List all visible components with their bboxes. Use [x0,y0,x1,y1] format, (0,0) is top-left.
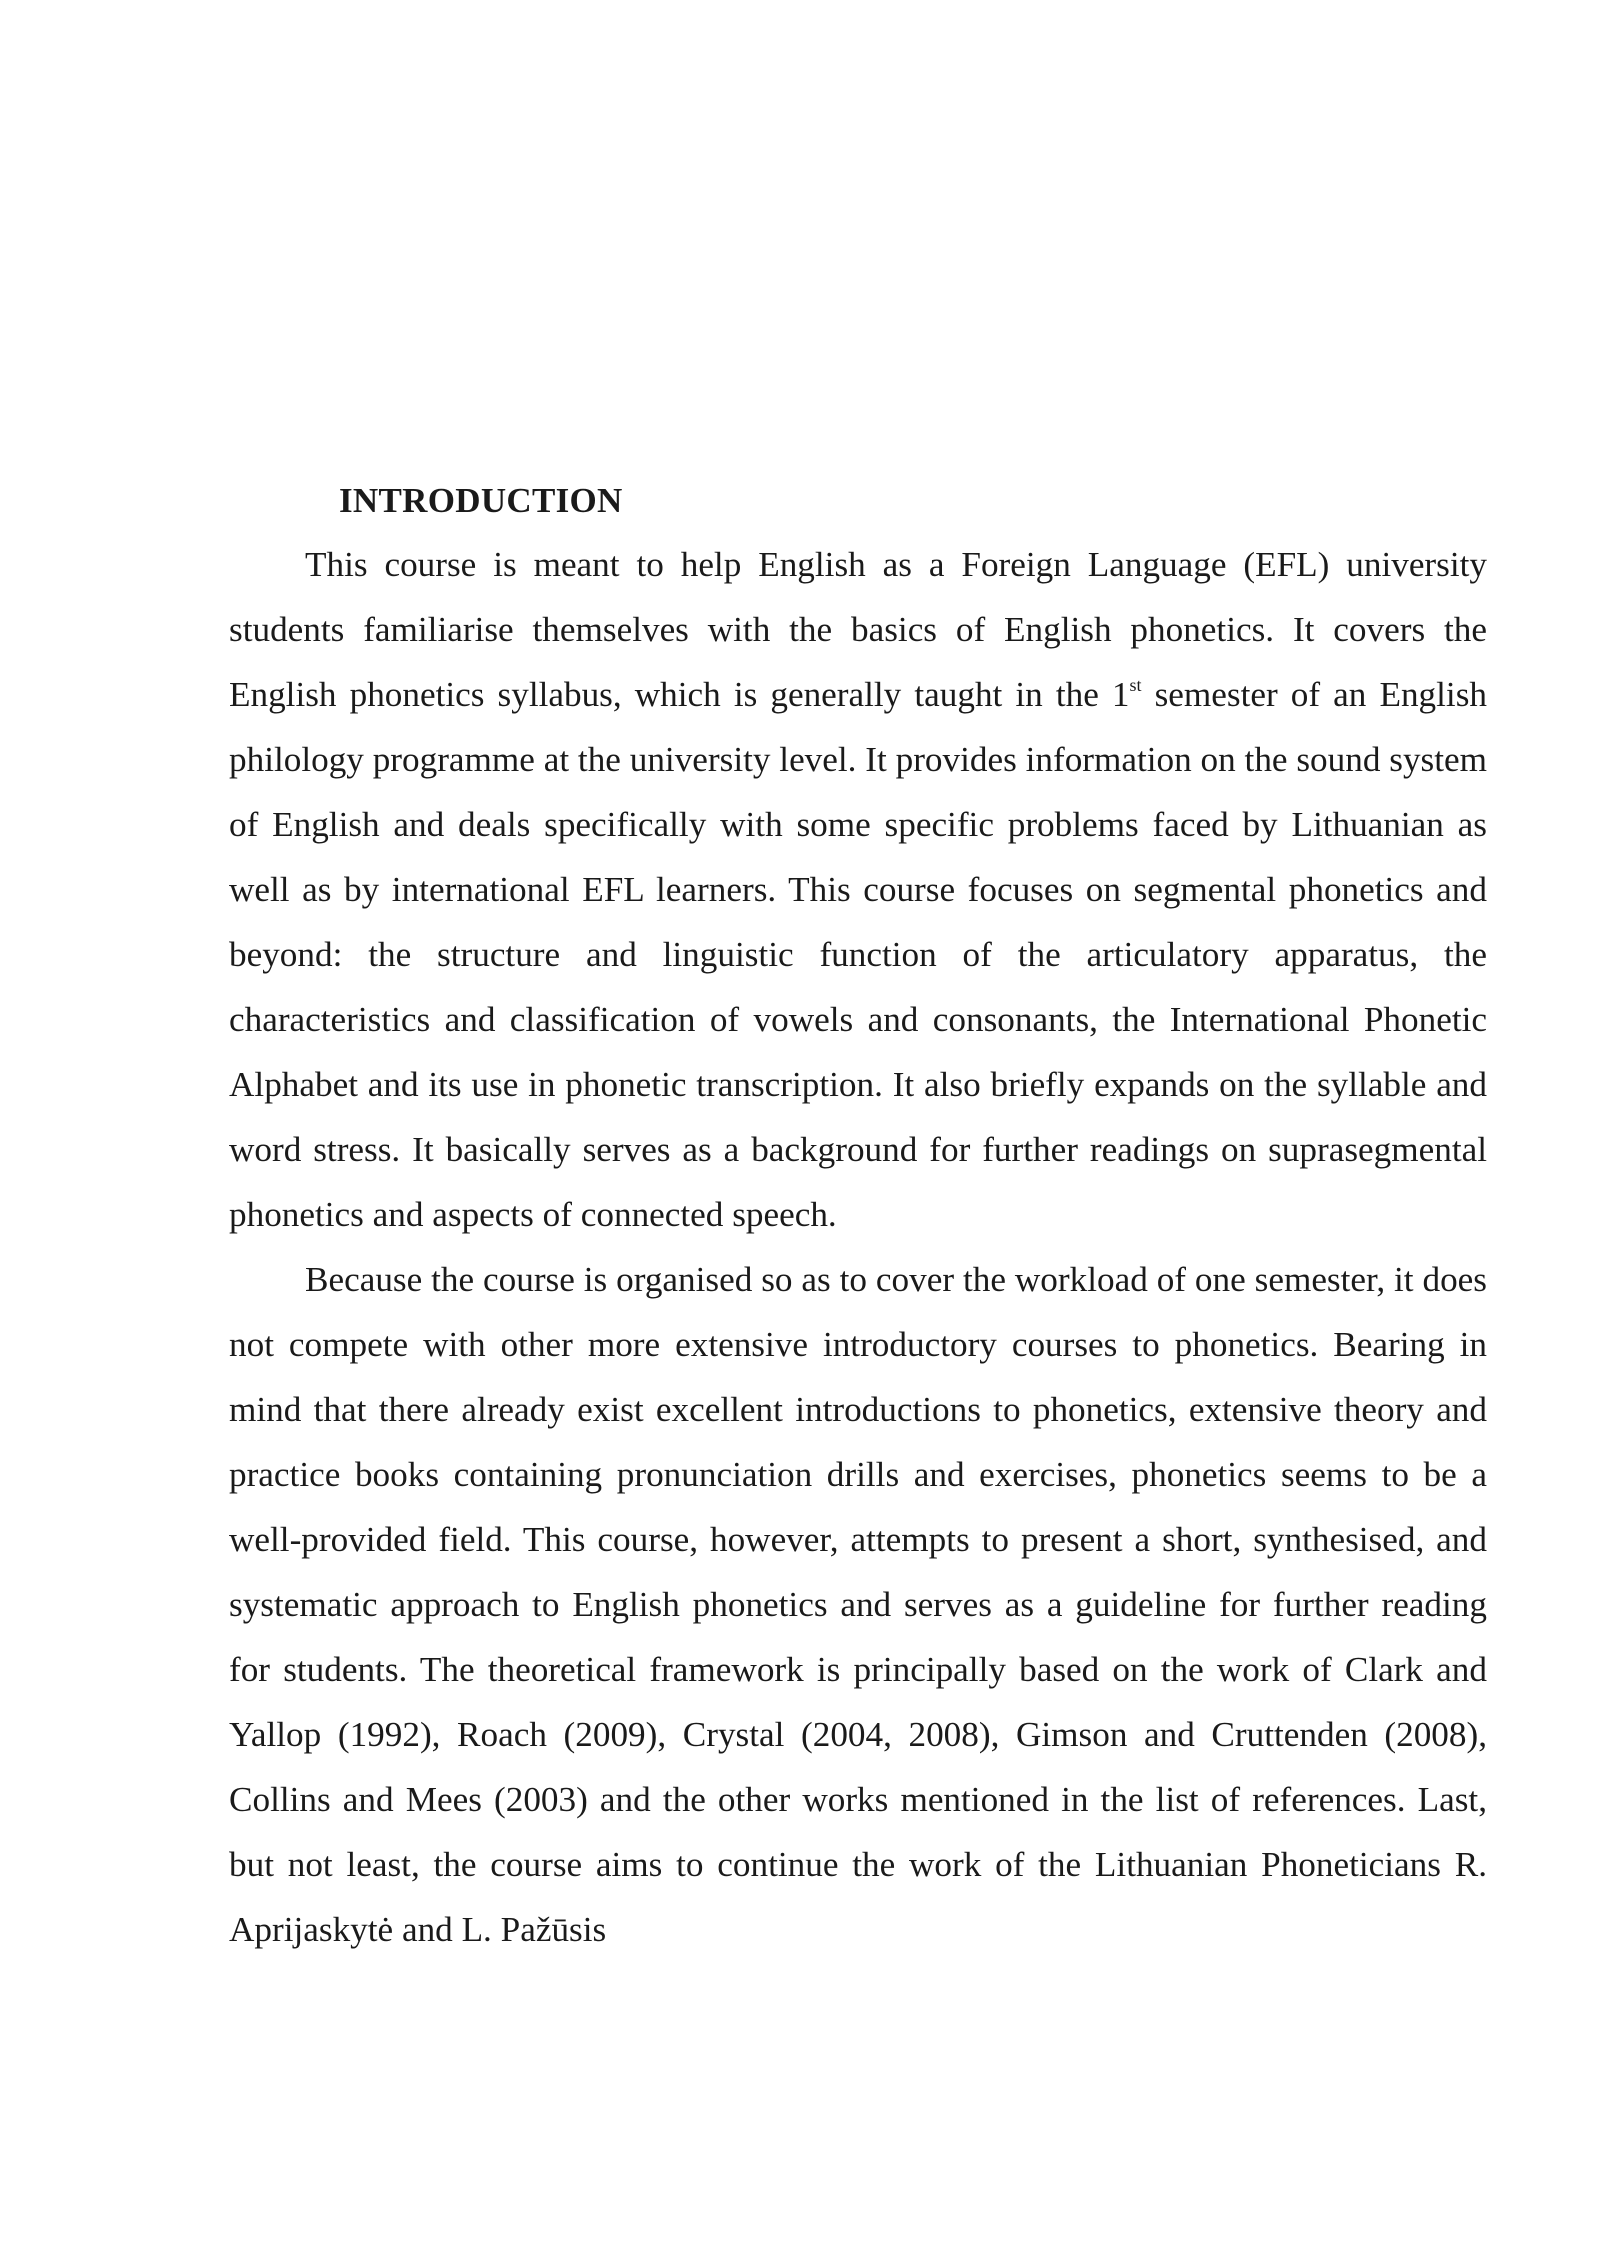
text-body [229,470,1487,1962]
paragraph-1-text-b: semester of an English philology programme at the university level. It provides information on the sound system of English and deals specifically with some specific problems faced by Lithuanian as well as by international EFL learners. This course focuses on segmental phonetics and beyond: the structure and linguistic function of the articulatory apparatus, the characteristics and classification of vowels and consonants, the International Phonetic Alphabet and its use in phonetic transcription. It also briefly expands on the syllable and word stress. It basically serves as a background for further readings on suprasegmental phonetics and aspects of connected speech. [229,675,1487,1234]
section-heading: INTRODUCTION [339,481,623,520]
paragraph-1-text-a: This course is meant to help English as a Foreign Language (EFL) university students familiarise themselves with the basics of English phonetics. It covers the English phonetics syllabus, which is generally taught in the 1 [229,545,1487,714]
ordinal-superscript: st [1129,675,1142,695]
paragraph-2: Because the course is organised so as to cover the workload of one semester, it does not compete with other more extensive introductory courses to phonetics. Bearing in mind that there already exist excellent introductions to phonetics, extensive theory and practice books containing pronunciation drills and exercises, phonetics seems to be a well-provided field. This course, however, attempts to present a short, synthesised, and systematic approach to English phonetics and serves as a guideline for further reading for students. The theoretical framework is principally based on the work of Clark and Yallop (1992), Roach (2009), Crystal (2004, 2008), Gimson and Cruttenden (2008), Collins and Mees (2003) and the other works mentioned in the list of references. Last, but not least, the course aims to continue the work of the Lithuanian Phoneticians R. Aprijaskytė and L. Pažūsis [229,1260,1487,1949]
paragraph-1 [229,532,1487,1247]
